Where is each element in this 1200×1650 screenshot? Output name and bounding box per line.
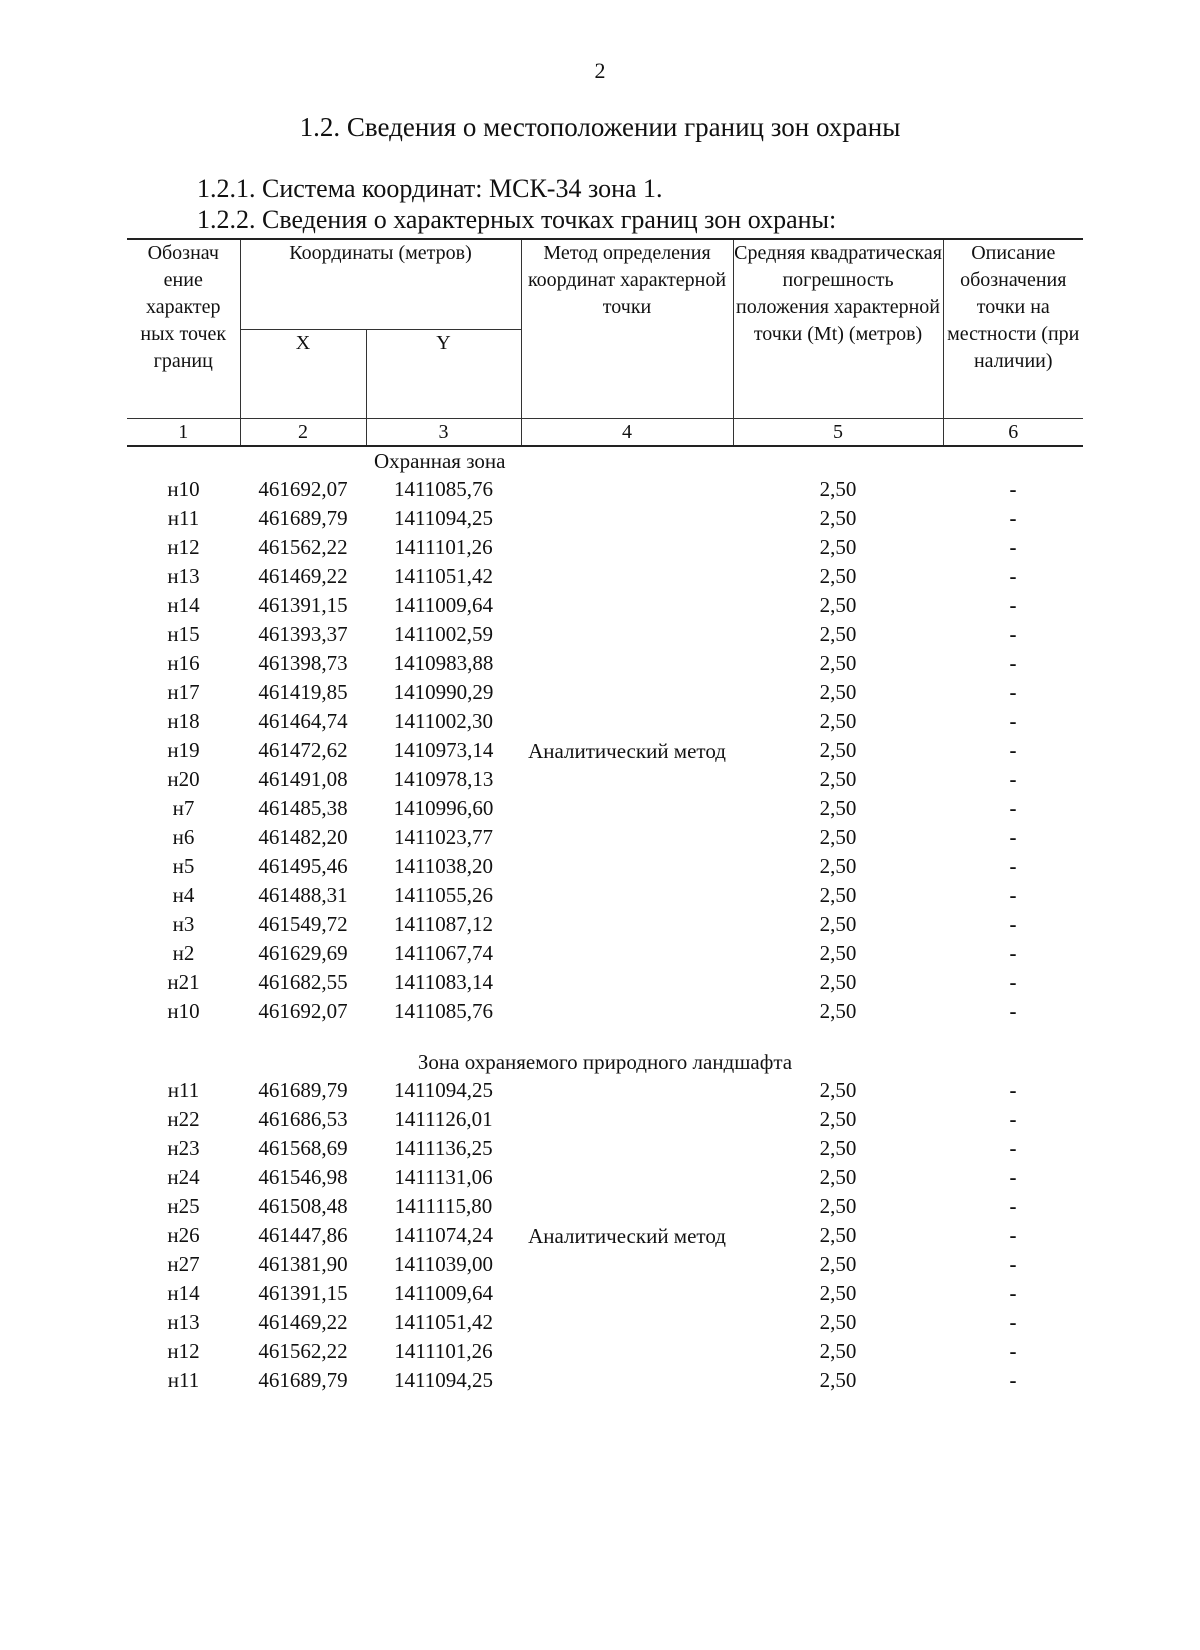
boundary-points-heading: 1.2.2. Сведения о характерных точках границ зон охраны: xyxy=(197,205,837,234)
mean-error-cell: 2,50 xyxy=(819,854,857,878)
mean-error-cell: 2,50 xyxy=(819,1107,857,1131)
point-id-cell: н4 xyxy=(172,883,195,907)
column-number: 6 xyxy=(943,419,1083,447)
column-number: 1 xyxy=(127,419,240,447)
x-coordinate-cell: 461469,22 xyxy=(258,564,348,588)
description-cell: - xyxy=(1009,912,1017,936)
x-coordinate-cell: 461472,62 xyxy=(258,738,348,762)
header-coordinates: Координаты (метров) xyxy=(240,239,521,330)
point-id-cell: н14 xyxy=(167,593,200,617)
mean-error-cell: 2,50 xyxy=(819,941,857,965)
x-coordinate-cell: 461469,22 xyxy=(258,1310,348,1334)
column-number: 5 xyxy=(733,419,943,447)
y-coordinate-cell: 1411051,42 xyxy=(394,564,493,588)
description-cell: - xyxy=(1009,506,1017,530)
header-x: X xyxy=(240,330,366,419)
y-coordinate-cell: 1411074,24 xyxy=(394,1223,493,1247)
description-cell: - xyxy=(1009,1368,1017,1392)
mean-error-cell: 2,50 xyxy=(819,999,857,1023)
point-id-cell: н11 xyxy=(167,506,200,530)
y-coordinate-cell: 1411094,25 xyxy=(394,1078,493,1102)
description-cell: - xyxy=(1009,651,1017,675)
y-coordinate-cell: 1411038,20 xyxy=(394,854,493,878)
mean-error-cell: 2,50 xyxy=(819,1078,857,1102)
y-coordinate-cell: 1410983,88 xyxy=(393,651,494,675)
x-coordinate-cell: 461546,98 xyxy=(258,1165,348,1189)
y-coordinate-cell: 1410990,29 xyxy=(393,680,494,704)
mean-error-cell: 2,50 xyxy=(819,1165,857,1189)
description-cell: - xyxy=(1009,709,1017,733)
x-coordinate-cell: 461391,15 xyxy=(258,593,348,617)
description-cell: - xyxy=(1009,564,1017,588)
mean-error-cell: 2,50 xyxy=(819,1223,857,1247)
mean-error-cell: 2,50 xyxy=(819,1252,857,1276)
y-coordinate-cell: 1411094,25 xyxy=(394,506,493,530)
mean-error-cell: 2,50 xyxy=(819,738,857,762)
point-id-cell: н6 xyxy=(172,825,195,849)
description-cell: - xyxy=(1009,1165,1017,1189)
header-description: Описание обозначения точки на местности (при наличии) xyxy=(943,239,1083,419)
x-coordinate-cell: 461686,53 xyxy=(258,1107,348,1131)
point-id-cell: н10 xyxy=(167,477,200,501)
point-id-cell: н14 xyxy=(167,1281,200,1305)
point-id-cell: н3 xyxy=(172,912,195,936)
x-coordinate-cell: 461689,79 xyxy=(258,1368,348,1392)
mean-error-cell: 2,50 xyxy=(819,1368,857,1392)
x-coordinate-cell: 461491,08 xyxy=(258,767,348,791)
point-id-cell: н21 xyxy=(167,970,200,994)
description-cell: - xyxy=(1009,477,1017,501)
section-title: 1.2. Сведения о местоположении границ зон охраны xyxy=(299,112,901,142)
mean-error-cell: 2,50 xyxy=(819,535,857,559)
y-coordinate-cell: 1410996,60 xyxy=(393,796,494,820)
x-coordinate-cell: 461381,90 xyxy=(258,1252,348,1276)
point-id-cell: н5 xyxy=(172,854,195,878)
mean-error-cell: 2,50 xyxy=(819,651,857,675)
description-cell: - xyxy=(1009,1107,1017,1131)
description-cell: - xyxy=(1009,1136,1017,1160)
x-coordinate-cell: 461393,37 xyxy=(258,622,348,646)
y-coordinate-cell: 1411136,25 xyxy=(394,1136,493,1160)
method-cell: Аналитический метод xyxy=(528,1223,726,1248)
table-header xyxy=(127,239,1083,446)
point-id-cell: н15 xyxy=(167,622,200,646)
y-coordinate-cell: 1411002,30 xyxy=(394,709,493,733)
mean-error-cell: 2,50 xyxy=(819,506,857,530)
mean-error-cell: 2,50 xyxy=(819,767,857,791)
y-coordinate-cell: 1411126,01 xyxy=(394,1107,493,1131)
point-id-cell: н26 xyxy=(167,1223,200,1247)
description-cell: - xyxy=(1009,738,1017,762)
mean-error-cell: 2,50 xyxy=(819,970,857,994)
description-cell: - xyxy=(1009,1252,1017,1276)
x-coordinate-cell: 461495,46 xyxy=(258,854,348,878)
point-id-cell: н2 xyxy=(172,941,195,965)
y-coordinate-cell: 1411085,76 xyxy=(394,477,493,501)
x-coordinate-cell: 461419,85 xyxy=(258,680,348,704)
x-coordinate-cell: 461391,15 xyxy=(258,1281,348,1305)
x-coordinate-cell: 461689,79 xyxy=(258,506,348,530)
mean-error-cell: 2,50 xyxy=(819,1281,857,1305)
page-number: 2 xyxy=(594,58,606,83)
description-cell: - xyxy=(1009,999,1017,1023)
x-coordinate-cell: 461562,22 xyxy=(258,535,348,559)
point-id-cell: н11 xyxy=(167,1078,200,1102)
header-y: Y xyxy=(366,330,521,419)
header-method: Метод определения координат характерной точки xyxy=(521,239,733,419)
description-cell: - xyxy=(1009,1281,1017,1305)
mean-error-cell: 2,50 xyxy=(819,1194,857,1218)
x-coordinate-cell: 461692,07 xyxy=(258,999,348,1023)
y-coordinate-cell: 1411023,77 xyxy=(394,825,493,849)
mean-error-cell: 2,50 xyxy=(819,1310,857,1334)
mean-error-cell: 2,50 xyxy=(819,709,857,733)
description-cell: - xyxy=(1009,941,1017,965)
mean-error-cell: 2,50 xyxy=(819,825,857,849)
zone-title-row xyxy=(127,446,1083,475)
y-coordinate-cell: 1411039,00 xyxy=(394,1252,493,1276)
description-cell: - xyxy=(1009,1339,1017,1363)
x-coordinate-cell: 461488,31 xyxy=(258,883,348,907)
description-cell: - xyxy=(1009,535,1017,559)
x-coordinate-cell: 461629,69 xyxy=(258,941,348,965)
column-number: 3 xyxy=(366,419,521,447)
table-row xyxy=(127,475,1083,504)
mean-error-cell: 2,50 xyxy=(819,912,857,936)
y-coordinate-cell: 1411101,26 xyxy=(394,1339,493,1363)
description-cell: - xyxy=(1009,825,1017,849)
point-id-cell: н24 xyxy=(167,1165,200,1189)
y-coordinate-cell: 1411055,26 xyxy=(394,883,493,907)
zone-title: Зона охраняемого природного ландшафта xyxy=(417,1050,793,1074)
y-coordinate-cell: 1411051,42 xyxy=(394,1310,493,1334)
x-coordinate-cell: 461447,86 xyxy=(258,1223,348,1247)
mean-error-cell: 2,50 xyxy=(819,564,857,588)
column-number: 4 xyxy=(521,419,733,447)
x-coordinate-cell: 461692,07 xyxy=(258,477,348,501)
x-coordinate-cell: 461485,38 xyxy=(258,796,348,820)
point-id-cell: н18 xyxy=(167,709,200,733)
description-cell: - xyxy=(1009,1078,1017,1102)
coordinate-system-heading: 1.2.1. Система координат: МСК-34 зона 1. xyxy=(197,174,663,203)
x-coordinate-cell: 461689,79 xyxy=(258,1078,348,1102)
point-id-cell: н22 xyxy=(167,1107,200,1131)
x-coordinate-cell: 461682,55 xyxy=(258,970,348,994)
x-coordinate-cell: 461464,74 xyxy=(258,709,348,733)
point-id-cell: н13 xyxy=(167,564,200,588)
point-id-cell: н12 xyxy=(167,535,200,559)
y-coordinate-cell: 1411067,74 xyxy=(394,941,493,965)
point-id-cell: н7 xyxy=(172,796,195,820)
zone-title-row xyxy=(127,1048,1083,1076)
description-cell: - xyxy=(1009,767,1017,791)
y-coordinate-cell: 1411101,26 xyxy=(394,535,493,559)
table-body xyxy=(127,446,1083,1395)
point-id-cell: н11 xyxy=(167,1368,200,1392)
point-id-cell: н10 xyxy=(167,999,200,1023)
mean-error-cell: 2,50 xyxy=(819,796,857,820)
mean-error-cell: 2,50 xyxy=(819,622,857,646)
method-cell: Аналитический метод xyxy=(528,738,726,763)
header-point-designation: Обознач ение характер ных точек границ xyxy=(127,239,240,419)
y-coordinate-cell: 1411085,76 xyxy=(394,999,493,1023)
x-coordinate-cell: 461398,73 xyxy=(258,651,348,675)
y-coordinate-cell: 1410978,13 xyxy=(393,767,494,791)
point-id-cell: н27 xyxy=(167,1252,200,1276)
column-number: 2 xyxy=(240,419,366,447)
point-id-cell: н13 xyxy=(167,1310,200,1334)
section-spacer xyxy=(127,1026,1083,1048)
y-coordinate-cell: 1411009,64 xyxy=(394,593,493,617)
x-coordinate-cell: 461562,22 xyxy=(258,1339,348,1363)
description-cell: - xyxy=(1009,622,1017,646)
description-cell: - xyxy=(1009,1223,1017,1247)
description-cell: - xyxy=(1009,680,1017,704)
point-id-cell: н16 xyxy=(167,651,200,675)
header-mean-error: Средняя квадратическая погрешность положения характерной точки (Mt) (метров) xyxy=(733,239,943,419)
description-cell: - xyxy=(1009,854,1017,878)
x-coordinate-cell: 461482,20 xyxy=(258,825,348,849)
y-coordinate-cell: 1411094,25 xyxy=(394,1368,493,1392)
description-cell: - xyxy=(1009,883,1017,907)
point-id-cell: н17 xyxy=(167,680,200,704)
mean-error-cell: 2,50 xyxy=(819,883,857,907)
point-id-cell: н23 xyxy=(167,1136,200,1160)
y-coordinate-cell: 1411115,80 xyxy=(394,1194,493,1218)
y-coordinate-cell: 1410973,14 xyxy=(393,738,494,762)
point-id-cell: н25 xyxy=(167,1194,200,1218)
description-cell: - xyxy=(1009,1194,1017,1218)
point-id-cell: н19 xyxy=(167,738,200,762)
x-coordinate-cell: 461549,72 xyxy=(258,912,348,936)
y-coordinate-cell: 1411087,12 xyxy=(394,912,493,936)
mean-error-cell: 2,50 xyxy=(819,1339,857,1363)
y-coordinate-cell: 1411002,59 xyxy=(394,622,493,646)
description-cell: - xyxy=(1009,970,1017,994)
mean-error-cell: 2,50 xyxy=(819,477,857,501)
point-id-cell: н20 xyxy=(167,767,200,791)
zone-title: Охранная зона xyxy=(374,449,506,473)
x-coordinate-cell: 461508,48 xyxy=(258,1194,348,1218)
description-cell: - xyxy=(1009,593,1017,617)
table-row xyxy=(127,1076,1083,1105)
mean-error-cell: 2,50 xyxy=(819,680,857,704)
x-coordinate-cell: 461568,69 xyxy=(258,1136,348,1160)
description-cell: - xyxy=(1009,1310,1017,1334)
boundary-points-table xyxy=(127,238,1083,1395)
mean-error-cell: 2,50 xyxy=(819,593,857,617)
description-cell: - xyxy=(1009,796,1017,820)
point-id-cell: н12 xyxy=(167,1339,200,1363)
y-coordinate-cell: 1411009,64 xyxy=(394,1281,493,1305)
y-coordinate-cell: 1411083,14 xyxy=(394,970,493,994)
mean-error-cell: 2,50 xyxy=(819,1136,857,1160)
y-coordinate-cell: 1411131,06 xyxy=(394,1165,493,1189)
